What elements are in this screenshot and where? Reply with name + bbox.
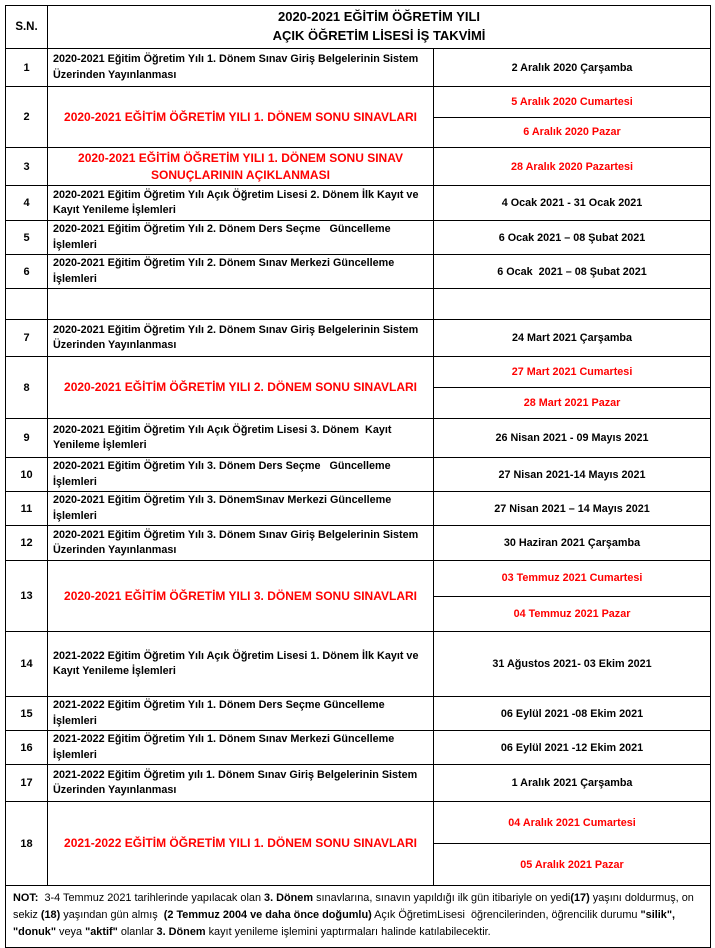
- row-sn: [6, 289, 48, 320]
- table-row: [6, 419, 711, 458]
- date-value: 31 Ağustos 2021- 03 Ekim 2021: [492, 658, 652, 670]
- date-value: 6 Ocak 2021 – 08 Şubat 2021: [498, 231, 646, 244]
- table-row: [6, 632, 711, 697]
- title-line-1: 2020-2021 EĞİTİM ÖĞRETİM YILI: [277, 9, 481, 25]
- row-description: 2020-2021 Eğitim Öğretim Yılı 3. Dönem Sınav Giriş Belgelerinin Sistem Üzerinden Yayınlanması: [48, 526, 434, 561]
- date-value: 5 Aralık 2020 Cumartesi: [511, 95, 633, 108]
- row-sn: 8: [6, 357, 48, 419]
- note-row: [6, 886, 711, 948]
- row-description: 2021-2022 Eğitim Öğretim Yılı Açık Öğretim Lisesi 1. Dönem İlk Kayıt ve Kayıt Yenileme İşlemleri: [48, 632, 434, 697]
- date-value: 1 Aralık 2021 Çarşamba: [511, 777, 633, 789]
- row-description: 2020-2021 Eğitim Öğretim Yılı 3. DönemSınav Merkezi Güncelleme İşlemleri: [48, 492, 434, 526]
- row-sn: 14: [6, 632, 48, 697]
- row-date: [434, 186, 711, 221]
- header-row: [6, 6, 711, 49]
- row-date: [434, 458, 711, 492]
- row-sn: 6: [6, 255, 48, 289]
- date-value: 28 Aralık 2020 Pazartesi: [510, 160, 634, 173]
- row-date: [434, 148, 711, 186]
- exam-row: [6, 357, 711, 419]
- row-sn: 10: [6, 458, 48, 492]
- table-row: [6, 697, 711, 731]
- row-date: [434, 87, 711, 148]
- row-date: [434, 526, 711, 561]
- row-sn: 1: [6, 49, 48, 87]
- table-row: [6, 526, 711, 561]
- row-sn: 2: [6, 87, 48, 148]
- row-description: 2021-2022 EĞİTİM ÖĞRETİM YILI 1. DÖNEM SONU SINAVLARI: [48, 802, 434, 886]
- row-date: [434, 561, 711, 632]
- title-line-2: AÇIK ÖĞRETİM LİSESİ İŞ TAKVİMİ: [272, 28, 486, 43]
- row-description: 2020-2021 EĞİTİM ÖĞRETİM YILI 2. DÖNEM SONU SINAVLARI: [48, 357, 434, 419]
- date-value: 24 Mart 2021 Çarşamba: [511, 332, 633, 344]
- date-value: 04 Aralık 2021 Cumartesi: [508, 816, 636, 829]
- row-description: 2020-2021 Eğitim Öğretim Yılı 2. Dönem Sınav Merkezi Güncelleme İşlemleri: [48, 255, 434, 289]
- row-date: [434, 731, 711, 765]
- row-sn: 12: [6, 526, 48, 561]
- header-sn-label: S.N.: [6, 6, 48, 49]
- note-label: NOT:: [13, 892, 39, 904]
- table-row: [6, 458, 711, 492]
- table-title: [48, 6, 711, 49]
- row-sn: 13: [6, 561, 48, 632]
- note: [6, 886, 711, 948]
- row-sn: 18: [6, 802, 48, 886]
- table-row: [6, 221, 711, 255]
- exam-row: [6, 148, 711, 186]
- row-description: 2020-2021 Eğitim Öğretim Yılı 1. Dönem Sınav Giriş Belgelerinin Sistem Üzerinden Yayınlanması: [48, 49, 434, 87]
- table-row: [6, 320, 711, 357]
- note-paragraph: NOT: 3-4 Temmuz 2021 tarihlerinde yapılacak olan 3. Dönem sınavlarına, sınavın yapıldığı ilk gün itibariyle on yedi(17) yaşını doldurmuş, on sekiz (18) yaşından gün almış (2 Temmuz 2004 ve daha önce doğumlu) Açık ÖğretimLisesi öğrencilerinden, öğrencilik durumu "silik", "donuk" veya "aktif" olanlar 3. Dönem kayıt yenileme işlemini yaptırmaları halinde katılabilecektir.: [13, 892, 697, 938]
- row-sn: 3: [6, 148, 48, 186]
- row-sn: 17: [6, 765, 48, 802]
- date-value: 6 Aralık 2020 Pazar: [434, 117, 710, 148]
- row-sn: 4: [6, 186, 48, 221]
- row-sn: 16: [6, 731, 48, 765]
- exam-row: [6, 802, 711, 886]
- date-value: 27 Nisan 2021 – 14 Mayıs 2021: [494, 502, 650, 515]
- row-description: 2020-2021 EĞİTİM ÖĞRETİM YILI 1. DÖNEM SONU SINAV SONUÇLARININ AÇIKLANMASI: [48, 148, 434, 186]
- row-date: [434, 289, 711, 320]
- row-date: [434, 492, 711, 526]
- row-description: 2021-2022 Eğitim Öğretim Yılı 1. Dönem Ders Seçme Güncelleme İşlemleri: [48, 697, 434, 731]
- row-description: 2020-2021 EĞİTİM ÖĞRETİM YILI 1. DÖNEM SONU SINAVLARI: [48, 87, 434, 148]
- row-sn: 7: [6, 320, 48, 357]
- row-date: [434, 255, 711, 289]
- row-description: 2021-2022 Eğitim Öğretim Yılı 1. Dönem Sınav Merkezi Güncelleme İşlemleri: [48, 731, 434, 765]
- row-sn: 11: [6, 492, 48, 526]
- row-description: 2020-2021 EĞİTİM ÖĞRETİM YILI 3. DÖNEM SONU SINAVLARI: [48, 561, 434, 632]
- calendar-table: [5, 5, 711, 948]
- date-value: 03 Temmuz 2021 Cumartesi: [501, 572, 643, 585]
- exam-row: [6, 87, 711, 148]
- date-value: 06 Eylül 2021 -08 Ekim 2021: [500, 707, 644, 720]
- row-date: [434, 419, 711, 458]
- row-date: [434, 357, 711, 419]
- date-value: 06 Eylül 2021 -12 Ekim 2021: [500, 741, 644, 754]
- table-row: [6, 492, 711, 526]
- date-value: 30 Haziran 2021 Çarşamba: [503, 537, 641, 549]
- row-date: [434, 802, 711, 886]
- row-sn: 5: [6, 221, 48, 255]
- exam-row: [6, 561, 711, 632]
- date-value: 05 Aralık 2021 Pazar: [434, 843, 710, 885]
- row-date: [434, 765, 711, 802]
- row-description: 2020-2021 Eğitim Öğretim Yılı Açık Öğretim Lisesi 2. Dönem İlk Kayıt ve Kayıt Yenileme İşlemleri: [48, 186, 434, 221]
- date-value: 27 Nisan 2021-14 Mayıs 2021: [498, 468, 646, 481]
- row-date: [434, 221, 711, 255]
- date-value: 27 Mart 2021 Cumartesi: [511, 366, 633, 378]
- row-date: [434, 49, 711, 87]
- row-description: 2020-2021 Eğitim Öğretim Yılı 2. Dönem Ders Seçme Güncelleme İşlemleri: [48, 221, 434, 255]
- row-description: 2021-2022 Eğitim Öğretim yılı 1. Dönem Sınav Giriş Belgelerinin Sistem Üzerinden Yayınlanması: [48, 765, 434, 802]
- table-row: [6, 255, 711, 289]
- row-sn: 9: [6, 419, 48, 458]
- table-row: [6, 49, 711, 87]
- row-description: 2020-2021 Eğitim Öğretim Yılı 3. Dönem Ders Seçme Güncelleme İşlemleri: [48, 458, 434, 492]
- row-description: [48, 289, 434, 320]
- date-value: 28 Mart 2021 Pazar: [434, 387, 710, 418]
- date-value: 04 Temmuz 2021 Pazar: [434, 596, 710, 632]
- row-date: [434, 320, 711, 357]
- table-row: [6, 731, 711, 765]
- row-description: 2020-2021 Eğitim Öğretim Yılı Açık Öğretim Lisesi 3. Dönem Kayıt Yenileme İşlemleri: [48, 419, 434, 458]
- row-date: [434, 632, 711, 697]
- table-row: [6, 765, 711, 802]
- empty-row: [6, 289, 711, 320]
- row-date: [434, 697, 711, 731]
- date-value: 4 Ocak 2021 - 31 Ocak 2021: [501, 197, 643, 209]
- row-sn: 15: [6, 697, 48, 731]
- date-value: 26 Nisan 2021 - 09 Mayıs 2021: [495, 432, 649, 444]
- table-row: [6, 186, 711, 221]
- row-description: 2020-2021 Eğitim Öğretim Yılı 2. Dönem Sınav Giriş Belgelerinin Sistem Üzerinden Yayınlanması: [48, 320, 434, 357]
- date-value: 2 Aralık 2020 Çarşamba: [511, 61, 633, 74]
- date-value: 6 Ocak 2021 – 08 Şubat 2021: [497, 265, 647, 278]
